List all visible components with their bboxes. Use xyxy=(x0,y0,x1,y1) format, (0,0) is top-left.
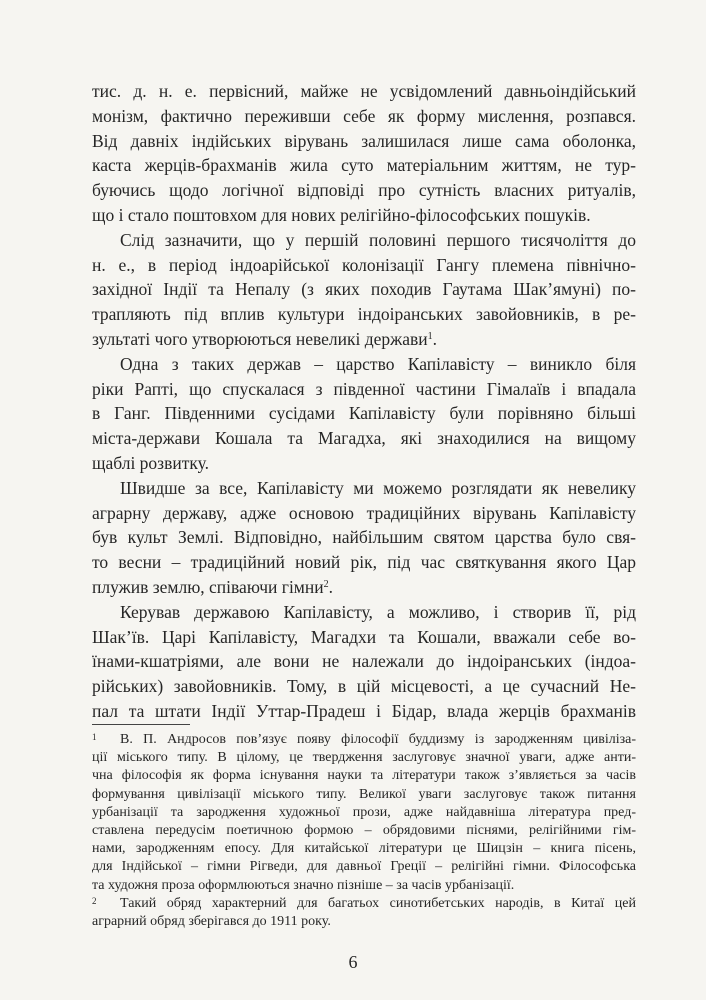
text-line xyxy=(92,550,636,575)
line-text: трапляють під вплив культури індоіранських завойовників, в ре- xyxy=(92,304,636,325)
text-line xyxy=(92,302,636,327)
paragraph xyxy=(92,600,636,724)
line-text: монізм, фактично переживши себе як форму мислення, розпався. xyxy=(92,105,636,126)
footnote-line xyxy=(92,822,636,840)
line-text-end: . xyxy=(432,328,438,349)
line-text: міста-держави Кошала та Магадха, які знаходилися на вищому xyxy=(92,428,636,449)
line-text: Керував державою Капілавісту, а можливо, і створив її, рід xyxy=(120,601,636,622)
line-text: зультаті чого утворюються невеликі держави xyxy=(92,328,428,349)
footnote-line xyxy=(92,858,636,876)
footnote-text: Такий обряд характерний для багатьох синотибетських народів, в Китаї цей xyxy=(120,895,636,911)
line-text: Слід зазначити, що у першій половині першого тисячоліття до xyxy=(120,229,636,250)
footnote-text: ції міського типу. В цілому, це твердження заслуговує значної уваги, адже анти- xyxy=(92,750,636,766)
paragraph xyxy=(92,352,636,476)
text-line xyxy=(92,327,636,352)
text-line xyxy=(92,674,636,699)
text-line xyxy=(92,104,636,129)
line-text: ріки Рапті, що спускалася з південної частини Гімалаїв і впадала xyxy=(92,378,636,399)
footnote-text: для Індійської – гімни Рігведи, для давньої Греції – релігійні гімни. Філософська xyxy=(92,859,636,875)
footnote-line xyxy=(92,804,636,822)
line-text: аграрну державу, адже основою традиційних вірувань Капілавісту xyxy=(92,502,636,523)
text-line xyxy=(92,501,636,526)
line-text: щаблі розвитку. xyxy=(92,452,209,473)
footnote xyxy=(92,895,636,931)
line-text: їнами-кшатріями, але вони не належали до індоіранських (індоа- xyxy=(92,651,636,672)
line-text: Одна з таких держав – царство Капілавісту – виникло біля xyxy=(120,353,636,374)
footnote-mark: 1 xyxy=(92,732,97,742)
footnote-text: та художня проза оформлюються значно пізніше – за часів урбанізації. xyxy=(92,877,515,893)
text-line xyxy=(92,277,636,302)
text-line xyxy=(92,377,636,402)
footnote-reference: 1 xyxy=(427,330,433,342)
text-line xyxy=(92,426,636,451)
text-line xyxy=(92,625,636,650)
text-line xyxy=(92,451,636,476)
footnotes xyxy=(92,731,636,931)
text-line xyxy=(92,600,636,625)
text-line xyxy=(92,649,636,674)
text-line xyxy=(92,352,636,377)
line-text-end: . xyxy=(328,576,333,597)
footnote-mark: 2 xyxy=(92,895,97,906)
line-text: пал та штати Індії Уттар-Прадеш і Бідар, влада жерців брахманів xyxy=(92,700,636,721)
text-line xyxy=(92,228,636,253)
line-text: Швидше за все, Капілавісту ми можемо розглядати як невелику xyxy=(120,477,636,498)
line-text: н. е., в період індоарійської колонізації Гангу племена північно- xyxy=(92,254,636,275)
line-text: рійських) завойовників. Тому, в цій місцевості, а це сучасний Не- xyxy=(92,676,636,697)
line-text: тис. д. н. е. первісний, майже не усвідомлений давньоіндійський xyxy=(92,81,636,101)
line-text: що і стало поштовхом для нових релігійно-філософських пошуків. xyxy=(92,204,591,225)
footnote-reference: 2 xyxy=(323,578,329,590)
footnote-text: аграрний обряд зберігався до 1911 року. xyxy=(92,913,331,929)
text-line xyxy=(92,178,636,203)
footnote-line xyxy=(92,767,636,785)
line-text: каста жерців-брахманів жила суто матеріальним життям, не тур- xyxy=(92,155,636,176)
text-line xyxy=(92,129,636,154)
line-text: плужив землю, співаючи гімни xyxy=(92,576,324,597)
text-line xyxy=(92,203,636,228)
line-text: буючись щодо логічної відповіді про сутність власних ритуалів, xyxy=(92,180,636,201)
line-text: був культ Землі. Відповідно, найбільшим святом царства було свя- xyxy=(92,527,636,548)
line-text: Від давніх індійських вірувань залишилася лише сама оболонка, xyxy=(92,130,636,151)
text-line xyxy=(92,525,636,550)
line-text: то весни – традиційний новий рік, під час святкування якого Цар xyxy=(92,552,636,573)
footnote-line xyxy=(92,749,636,767)
footnote-line xyxy=(92,840,636,858)
paragraph xyxy=(92,228,636,352)
text-line xyxy=(92,153,636,178)
line-text: західної Індії та Непалу (з яких походив Гаутама Шак’ямуні) по- xyxy=(92,279,636,300)
footnote-line xyxy=(92,877,636,895)
text-line xyxy=(92,476,636,501)
footnote-line xyxy=(92,913,636,931)
text-line xyxy=(92,699,636,724)
text-line xyxy=(92,401,636,426)
footnote-line xyxy=(92,731,636,749)
footnote-line xyxy=(92,786,636,804)
footnote-text: формування цивілізації міського типу. Великої уваги заслуговує також питання xyxy=(92,786,636,802)
paragraph xyxy=(92,476,636,600)
footnote-line xyxy=(92,895,636,913)
text-line xyxy=(92,575,636,600)
page-number: 6 xyxy=(348,952,358,972)
footnote-text: нами, зародженням епосу. Для китайської літератури це Шицзін – книга пісень, xyxy=(92,841,636,857)
line-text: Шак’їв. Царі Капілавісту, Магадхи та Кошали, вважали себе во- xyxy=(92,626,636,647)
footnote-text: В. П. Андросов пов’язує появу філософії буддизму із зародженням цивіліза- xyxy=(120,732,636,747)
footnote-text: чна філософія як форма існування науки та літератури також з’являється за часів xyxy=(92,768,636,784)
footnote-separator xyxy=(92,724,190,725)
text-line xyxy=(92,79,636,104)
footnote-text: урбанізації та зародження художньої прози, адже найдавніша література пред- xyxy=(92,804,636,820)
line-text: в Ганг. Південними сусідами Капілавісту були порівняно більші xyxy=(92,403,636,424)
footnote-text: ставлена передусім поетичною формою – обрядовими піснями, релігійними гім- xyxy=(92,822,636,838)
text-line xyxy=(92,253,636,278)
body-text xyxy=(92,79,636,724)
paragraph xyxy=(92,79,636,228)
footnote xyxy=(92,731,636,895)
